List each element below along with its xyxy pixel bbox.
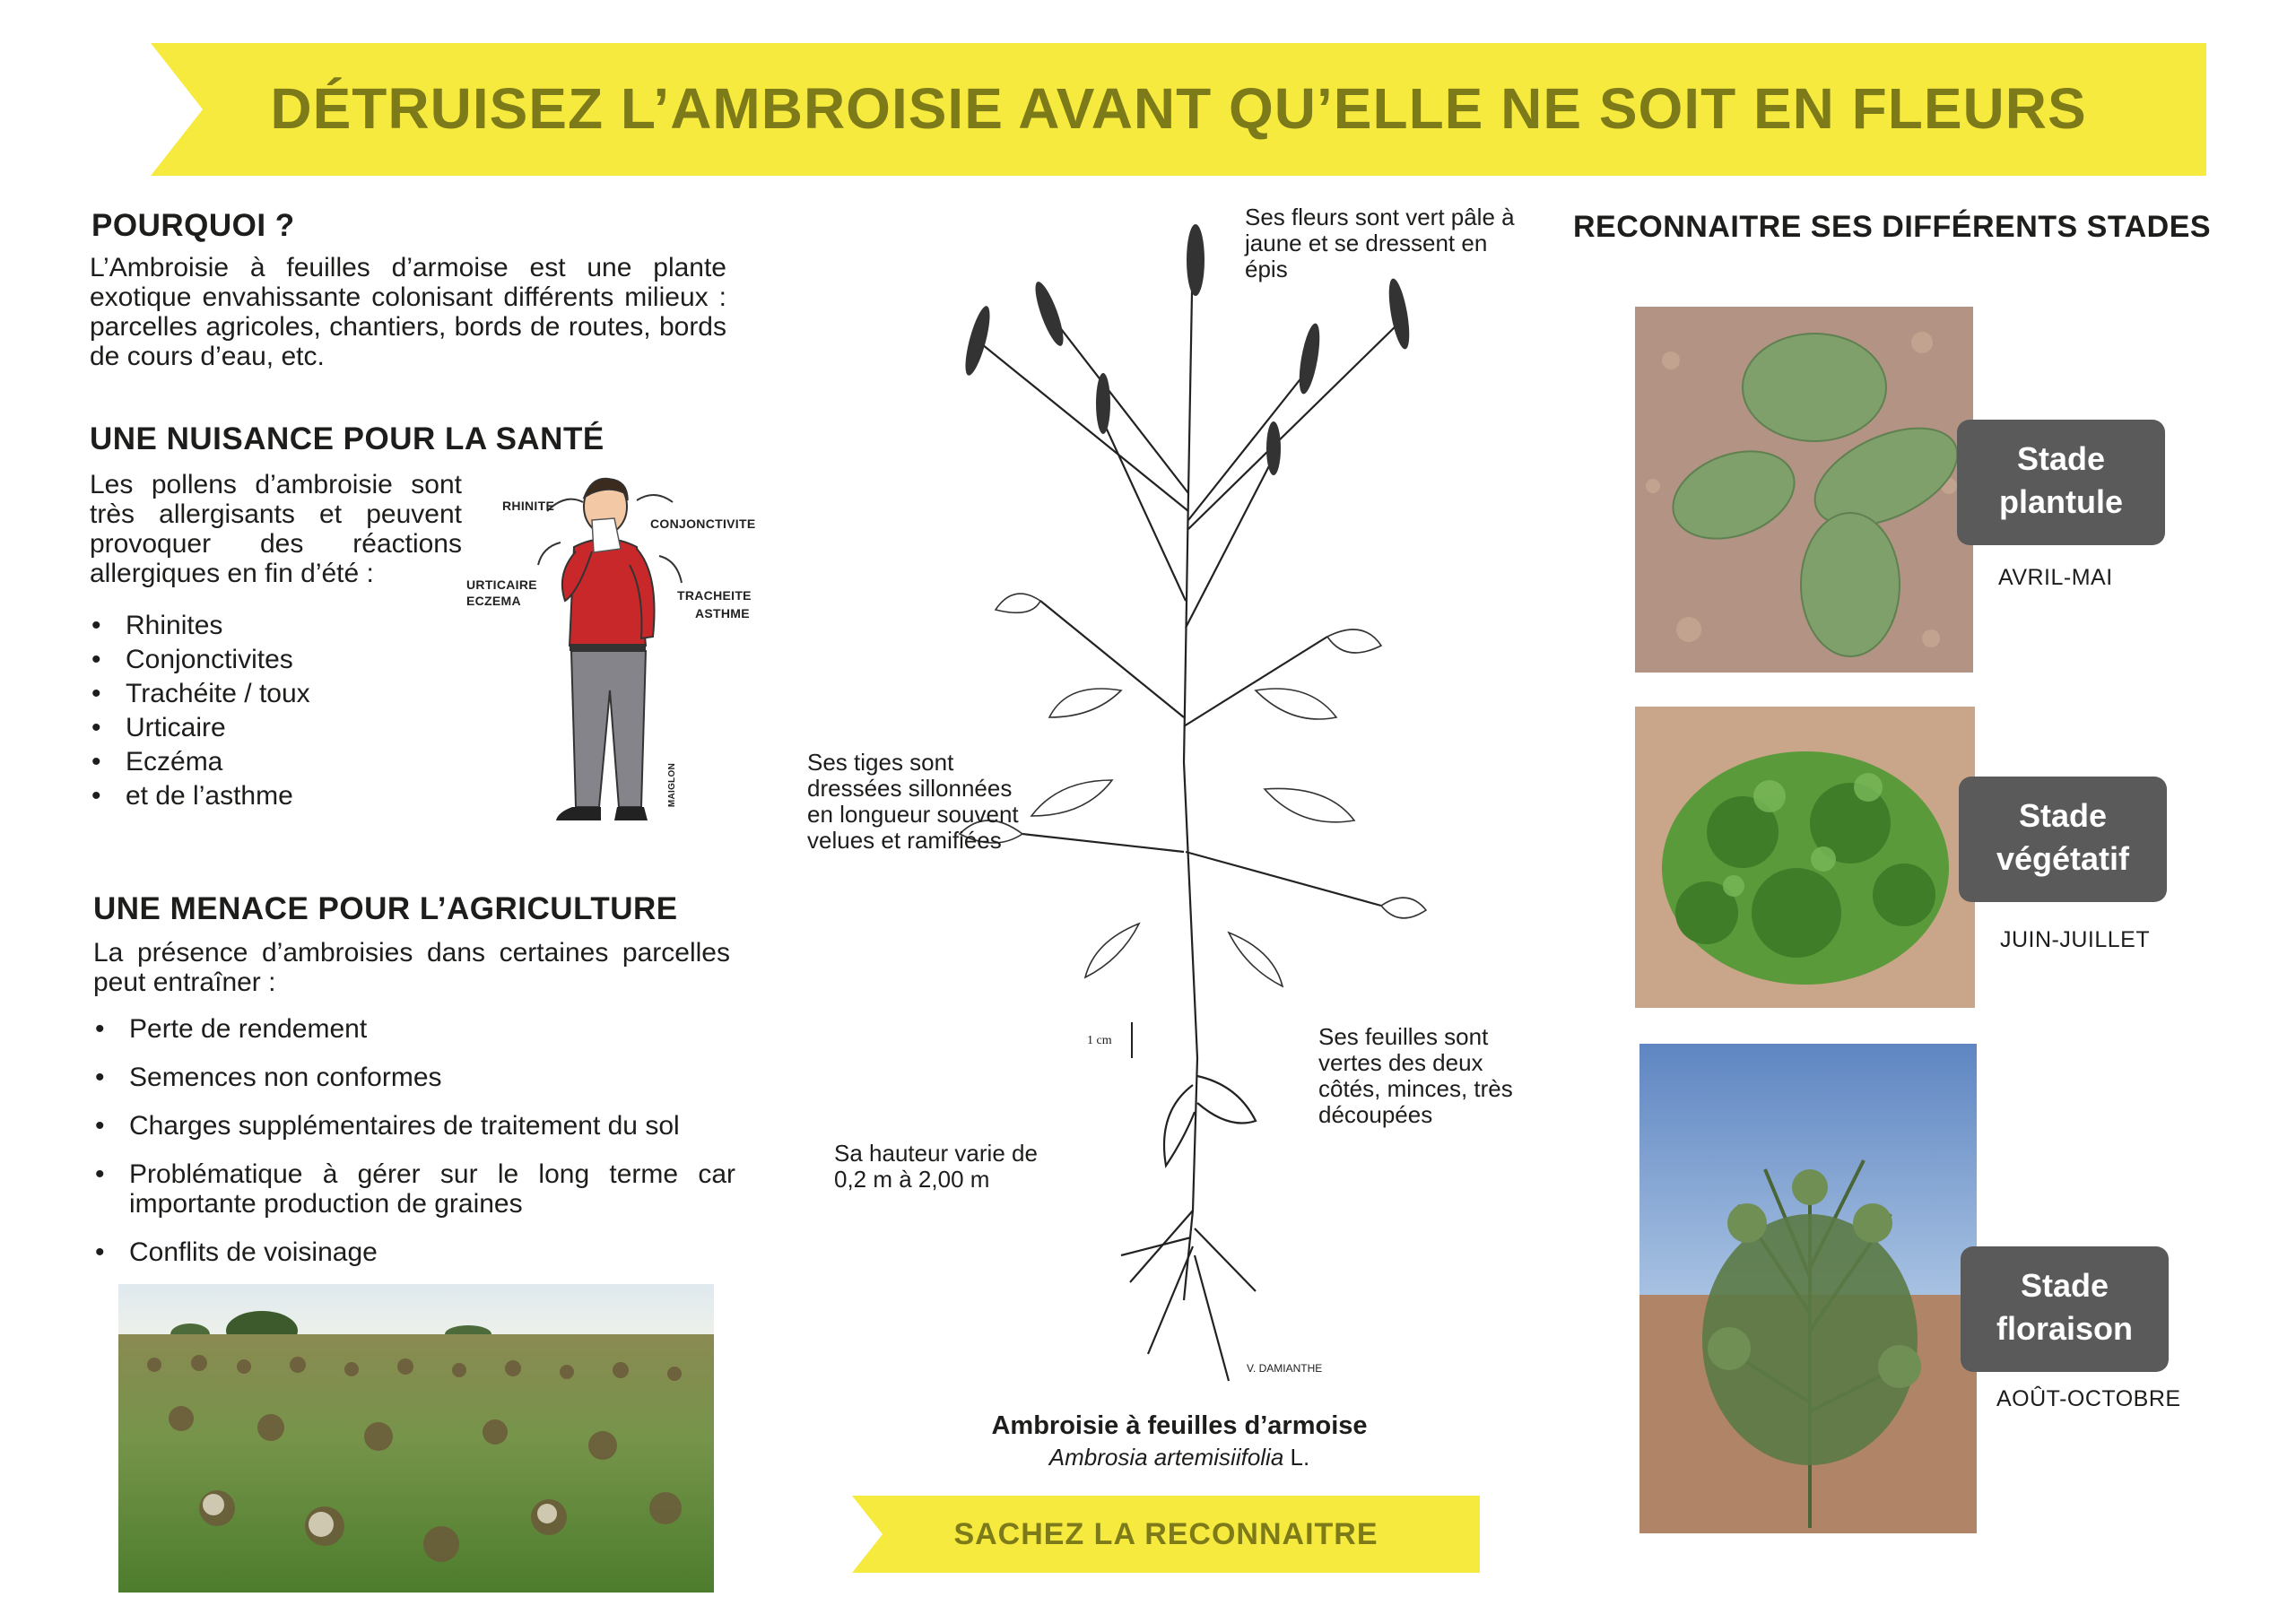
stems-annotation: Ses tiges sont dressées sillonnées en longueur souvent velues et ramifiées (807, 749, 1019, 854)
list-item: • Perte de rendement (93, 1014, 735, 1044)
stages-heading: RECONNAITRE SES DIFFÉRENTS STADES (1573, 210, 2212, 244)
list-item: • Charges supplémentaires de traitement du sol (93, 1111, 735, 1141)
list-item: • Urticaire (90, 711, 466, 745)
flowering-photo (1639, 1044, 1977, 1533)
field-image (118, 1284, 714, 1593)
sunflower-field-photo (118, 1284, 714, 1593)
list-item: • Eczéma (90, 745, 466, 779)
title-banner (151, 43, 2206, 176)
stage-line1: Stade (2020, 1267, 2109, 1304)
eczema-label: ECZEMA (466, 594, 521, 608)
tracheite-label: TRACHEITE (677, 588, 752, 603)
vegetative-photo (1635, 707, 1975, 1008)
stage-vegetatif-box (1959, 777, 2167, 902)
list-item: • Semences non conformes (93, 1063, 735, 1092)
page-title: DÉTRUISEZ L’AMBROISIE AVANT QU’ELLE NE SOIT EN FLEURS (270, 76, 2087, 141)
height-annotation: Sa hauteur varie de 0,2 m à 2,00 m (834, 1140, 1038, 1193)
list-item: • Conjonctivites (90, 643, 466, 677)
sante-text: Les pollens d’ambroisie sont très allergisants et peuvent provoquer des réactions allergiques en fin d’été : (90, 470, 462, 588)
stage-line1: Stade (2016, 440, 2106, 477)
sante-heading: UNE NUISANCE POUR LA SANTÉ (90, 421, 604, 456)
latin-name: Ambrosia artemisiifolia (1048, 1444, 1284, 1471)
latin-author: L. (1290, 1444, 1310, 1471)
stage-floraison-box (1961, 1246, 2169, 1372)
vegetative-image (1635, 707, 1975, 1008)
stage-line2: végétatif (1996, 840, 2130, 877)
allergy-person-illustration (466, 466, 771, 843)
list-item: • et de l’asthme (90, 779, 466, 813)
pourquoi-heading: POURQUOI ? (91, 208, 295, 243)
rhinite-label: RHINITE (502, 499, 555, 513)
sante-list (90, 609, 466, 813)
stage-floraison-period: AOÛT-OCTOBRE (1996, 1386, 2181, 1411)
leaves-annotation: Ses feuilles sont vertes des deux côtés, minces, très découpées (1318, 1023, 1513, 1128)
stage-line2: plantule (1998, 483, 2123, 520)
list-item: • Conflits de voisinage (93, 1237, 735, 1267)
agriculture-heading: UNE MENACE POUR L’AGRICULTURE (93, 891, 678, 926)
list-item: • Trachéite / toux (90, 677, 466, 711)
flowering-image (1639, 1044, 1977, 1533)
plant-artist-signature: V. DAMIANTHE (1247, 1362, 1323, 1375)
seedling-image (1635, 307, 1973, 673)
plant-caption-latin (897, 1444, 1462, 1471)
stage-line2: floraison (1996, 1310, 2133, 1347)
scale-label: 1 cm (1087, 1034, 1112, 1047)
urticaire-label: URTICAIRE (466, 577, 537, 592)
recognize-banner-text: SACHEZ LA RECONNAITRE (953, 1517, 1378, 1551)
pourquoi-text: L’Ambroisie à feuilles d’armoise est une plante exotique envahissante colonisant différents milieux : parcelles agricoles, chantiers, bords de routes, bords de cours d’eau, etc. (90, 253, 726, 371)
list-item: • Problématique à gérer sur le long terme car importante production de graines (93, 1159, 735, 1219)
agriculture-list (93, 1014, 735, 1286)
plant-caption-title: Ambroisie à feuilles d’armoise (991, 1411, 1368, 1440)
conjonctivite-label: CONJONCTIVITE (650, 516, 756, 531)
agriculture-text: La présence d’ambroisies dans certaines parcelles peut entraîner : (93, 938, 730, 997)
stage-vegetatif-period: JUIN-JUILLET (2000, 927, 2151, 952)
stage-plantule-box (1957, 420, 2165, 545)
illustrator-signature: MAIGLON (667, 762, 678, 808)
seedling-photo (1635, 307, 1973, 673)
stage-plantule-period: AVRIL-MAI (1998, 565, 2113, 590)
asthme-label: ASTHME (695, 606, 750, 621)
stage-line1: Stade (2018, 797, 2108, 834)
flowers-annotation: Ses fleurs sont vert pâle à jaune et se dressent en épis (1245, 204, 1515, 282)
recognize-banner (852, 1496, 1480, 1573)
list-item: • Rhinites (90, 609, 466, 643)
